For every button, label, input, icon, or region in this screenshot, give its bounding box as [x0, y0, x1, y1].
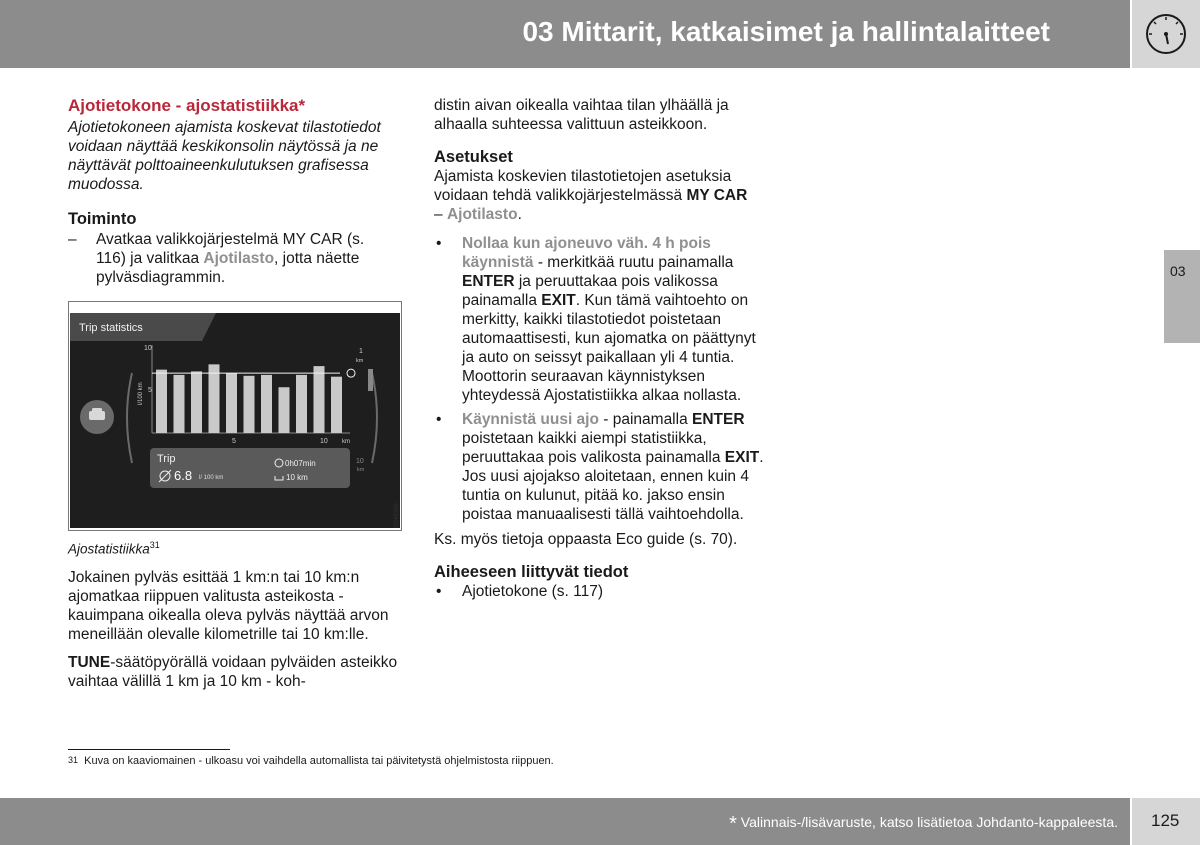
trip-statistics-figure [68, 301, 402, 531]
trip-consumption-unit: l/ 100 km [199, 475, 224, 481]
gauge-icon [1132, 0, 1200, 68]
gauge-icon-box [1132, 0, 1200, 68]
bar [226, 373, 237, 433]
new-trip-option-label[interactable]: Käynnistä uusi ajo [462, 411, 599, 428]
left-column [68, 96, 398, 287]
related-item[interactable]: • Ajotietokone (s. 117) [436, 583, 604, 600]
left-column-lower [68, 536, 398, 691]
tune-description: TUNE-säätöpyörällä voidaan pylväiden asteikko vaihtaa välillä 1 km ja 10 km - koh- [68, 653, 398, 690]
section-heading: Ajotietokone - ajostatistiikka* [68, 96, 306, 115]
scale-top-unit: km [356, 358, 364, 364]
chapter-side-tab: 03 [1164, 250, 1200, 343]
footnote-divider [68, 749, 230, 750]
reset-option-label[interactable]: Nollaa kun ajoneuvo väh. 4 h pois käynnistä [462, 235, 711, 271]
ajotilasto-link[interactable]: Ajotilasto [203, 250, 275, 267]
x-tick-5: 5 [232, 438, 236, 445]
page-header [0, 0, 1130, 68]
bar [331, 377, 342, 433]
y-tick-10: 10 [144, 345, 152, 352]
function-heading: Toiminto [68, 210, 137, 228]
figure-caption: Ajostatistiikka$^{31}$ [68, 540, 160, 557]
bullet-reset-option: • Nollaa kun ajoneuvo väh. 4 h pois käynnistä - merkitkää ruutu painamalla ENTER ja peruuttakaa pois valikossa painamalla EXIT. Kun tämä vaihtoehto on merkitty, kaikki tilastotiedot poistetaan automaattisesti, kun ajomatka on päättynyt ja auto on seissyt paikallaan yli 4 tuntia. Moottorin seuraavan käynnistyksen yhteydessä Ajostatistiikka alkaa nollasta. [436, 235, 756, 404]
bar [314, 366, 325, 433]
settings-ajotilasto-link[interactable]: Ajotilasto [446, 206, 518, 223]
page-footer [0, 798, 1130, 845]
trip-label: Trip [157, 453, 176, 465]
related-heading: Aiheeseen liittyvät tiedot [434, 563, 629, 581]
bar [191, 371, 202, 433]
continuation-text: distin aivan oikealla vaihtaa tilan ylhäällä ja alhaalla suhteessa valittuun asteikkoon. [434, 97, 729, 133]
trip-time: 0h07min [285, 459, 316, 468]
footer-note: * Valinnais-/lisävaruste, katso lisätietoa Johdanto-kappaleesta. [729, 813, 1118, 835]
bar [296, 375, 307, 433]
svg-text:G049386: G049386 [394, 503, 400, 528]
display-screen [70, 313, 400, 528]
settings-heading: Asetukset [434, 148, 513, 166]
bar [261, 375, 272, 433]
footnote: $^{31}$ Kuva on kaaviomainen - ulkoasu voi vaihdella automallista tai päivitetystä ohjelmistosta riippuen. [68, 755, 554, 767]
settings-text: Ajamista koskevien tilastotietojen asetuksia voidaan tehdä valikkojärjestelmässä MY CAR – Ajotilasto. [434, 168, 748, 223]
function-step: – Avatkaa valikkojärjestelmä MY CAR (s. 116) ja valitkaa Ajotilasto, jotta näette pylväsdiagrammin. [68, 231, 365, 286]
page-number-box [1132, 798, 1200, 845]
bar [209, 364, 220, 433]
bar-description: Jokainen pylväs esittää 1 km:n tai 10 km:n ajomatkaa riippuen valitusta asteikosta - kauimpana oikealla oleva pylväs näyttää arvon meneillään olevalle kilometrille tai 10 km:lle. [68, 568, 389, 643]
scale-top-value: 1 [359, 348, 363, 355]
x-tick-10: 10 [320, 438, 328, 445]
see-also-text: Ks. myös tietoja oppaasta Eco guide (s. 70). [434, 531, 738, 548]
bar [244, 376, 255, 433]
chapter-title: 03 Mittarit, katkaisimet ja hallintalaitteet [522, 16, 1050, 47]
right-column [434, 96, 764, 601]
trip-consumption-value: 6.8 [174, 468, 193, 483]
x-axis-unit: km [342, 439, 350, 445]
scale-bottom-value: 10 [356, 458, 364, 465]
bar [174, 375, 185, 433]
figure-code [391, 497, 401, 529]
bar [279, 387, 290, 433]
bullet-new-trip-option: • Käynnistä uusi ajo - painamalla ENTER poistetaan kaikki aiempi statistiikka, peruuttakaa pois valikosta painamalla EXIT. Jos uusi ajojakso aloitetaan, ennen kuin 4 tuntia on kulunut, pitää ko. jakso ensin poistaa manuaalisesti tällä vaihtoehdolla. [436, 411, 764, 523]
bar [156, 370, 167, 433]
trip-statistics-display [70, 313, 400, 528]
scale-bottom-unit: km [357, 467, 365, 473]
y-axis-unit: l/100 km [138, 382, 144, 405]
display-title: Trip statistics [79, 322, 143, 334]
y-tick-5: 5 [148, 387, 152, 394]
intro-text: Ajotietokoneen ajamista koskevat tilastotiedot voidaan näyttää keskikonsolin näytössä ja ne näyttävät polttoaineenkulutuksen grafisessa muodossa. [68, 119, 381, 193]
page-number: 125 [1151, 811, 1180, 830]
trip-distance: 10 km [286, 473, 308, 482]
